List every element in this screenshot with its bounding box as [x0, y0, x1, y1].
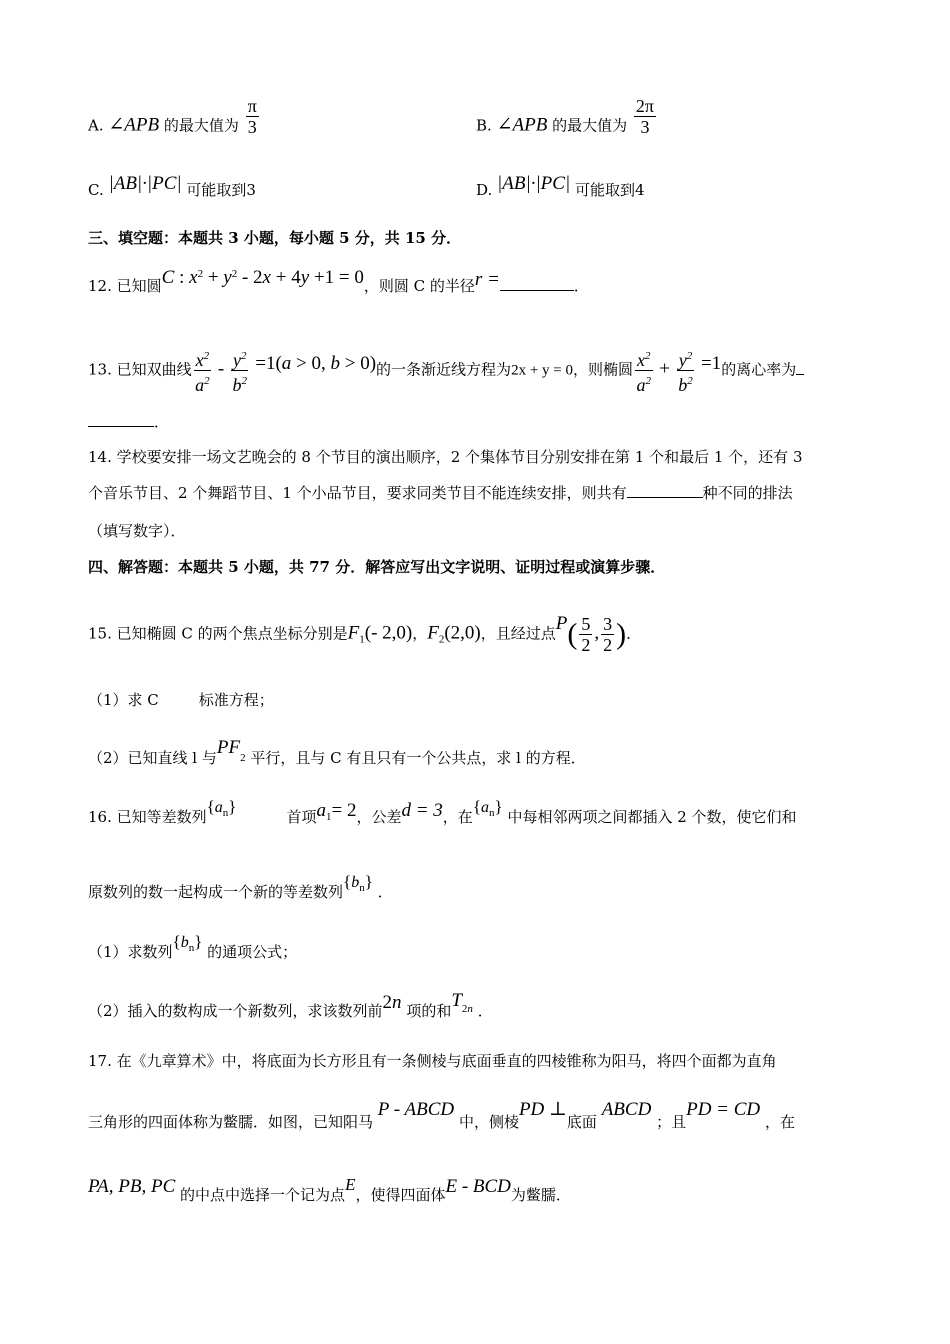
question-17-line-1: 17. 在《九章算术》中，将底面为长方形且有一条侧棱与底面垂直的四棱锥称为阳马，将四个面都为直角: [88, 1052, 777, 1070]
question-15: 15. 已知椭圆 C 的两个焦点坐标分别是$F_1(-$ 2,0)，$F_2(2,0)$，且经过点P( $\frac{5}{2}$ , $\frac{3}{2}$ )．: [88, 612, 642, 655]
question-17-line-2: 三角形的四面体称为鳖臑．如图，已知阳马 P - ABCD 中，侧棱PD ⊥底面 ABCD ；且PD = CD ，在: [88, 1099, 795, 1131]
question-14-line-3: （填写数字）．: [88, 522, 186, 540]
fraction-pi-3: $\frac{\pi}{3}$: [247, 96, 257, 137]
question-13-blank: ．: [88, 412, 169, 432]
fraction-2pi-3: $\frac{2\pi}{3}$: [635, 96, 654, 137]
option-a: A. ∠APB 的最大值为 $\frac{\pi}{3}$: [88, 96, 257, 137]
option-d: D. |AB|·|PC| 可能取到4: [476, 173, 645, 199]
question-16: 16. 已知等差数列$\{a_n\}$首项$a_1= 2$，公差d = 3，在$\{a_n\}$ 中每相邻两项之间都插入 2 个数，使它们和: [88, 797, 797, 826]
section-4-title: 四、解答题：本题共 5 小题，共 77 分．解答应写出文字说明、证明过程或演算步骤．: [88, 558, 666, 576]
angle-apb: ∠APB: [108, 114, 160, 136]
question-14-line-2: 个音乐节目、2 个舞蹈节目、1 个小品节目，要求同类节目不能连续安排，则共有 种不同的排法: [88, 484, 793, 502]
question-17-line-3: PA, PB, PC 的中点中选择一个记为点E，使得四面体E - BCD为鳖臑．: [88, 1175, 571, 1204]
question-16-part-2: （2）插入的数构成一个新数列，求该数列前2n 项的和$T_{2n}$ ．: [88, 990, 493, 1020]
question-12: 12. 已知圆C : $x^2 + y^2 - 2x + 4y +1 = 0$，则圆 C 的半径r = ．: [88, 267, 589, 295]
question-16-part-1: （1）求数列$\{b_n\}$ 的通项公式；: [88, 932, 298, 961]
section-3-title: 三、填空题：本题共 3 小题，每小题 5 分，共 15 分．: [88, 229, 462, 247]
question-15-part-1: （1）求 C 标准方程；: [88, 691, 274, 709]
question-14-line-1: 14. 学校要安排一场文艺晚会的 8 个节目的演出顺序，2 个集体节目分别安排在第 1 个和最后 1 个，还有 3: [88, 448, 803, 466]
question-16-line-2: 原数列的数一起构成一个新的等差数列$\{b_n\}$ ．: [88, 872, 393, 901]
option-c: C. |AB|·|PC| 可能取到3: [88, 173, 256, 199]
question-13: 13. 已知双曲线 $\frac{x^2}{a^2}$ - $\frac{y^2}{b^2}$ =1(a > 0, b > 0)的一条渐近线方程为2x + y = 0，则椭圆 $\frac{x^2}{a^2}$ + $\frac{y^2}{b^2}$ =1的离心率为: [88, 346, 804, 395]
option-b: B. ∠APB 的最大值为 $\frac{2\pi}{3}$: [476, 96, 654, 137]
question-15-part-2: （2）已知直线 l 与$PF_2$ 平行，且与 C 有且只有一个公共点，求 l 的方程．: [88, 737, 586, 767]
